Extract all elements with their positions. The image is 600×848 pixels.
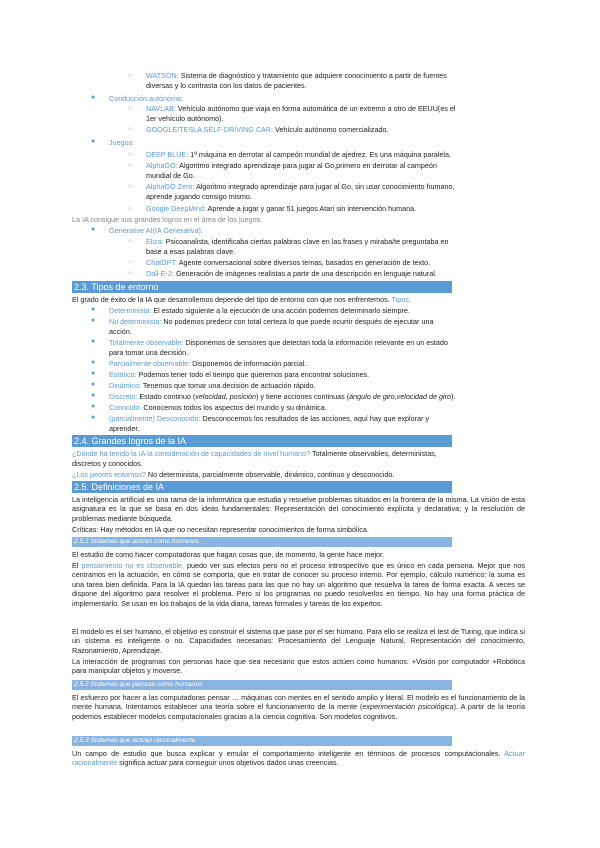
- la-ia-consigue: La IA consigue sus grandes logros en el área de los juegos.: [72, 215, 263, 224]
- circle-bullet-icon: ○: [128, 183, 132, 190]
- logros-question-1: ¿Dónde ha tenido la IA la consideración de capacidades de nivel humano? Totalmente observables, deterministas,: [72, 449, 437, 458]
- grado-exito-line: El grado de éxito de la IA que desarrollemos depende del tipo de entorno con que nos enfrentemos. Tipos:: [72, 295, 411, 304]
- bullet-icon: ●: [91, 359, 96, 366]
- s3-paragraph-1: Un campo de estudio que busca explicar y emular el comportamiento inteligente en términos de procesos computacionales. Actuar racionalmente significa actuar para conseguir unos objetivos dados unas creencias.: [72, 749, 525, 768]
- bullet-icon: ●: [91, 138, 96, 145]
- google-tesla-line: GOOGLE/TESLA SELF-DRIVING CAR: Vehículo autónomo comercializado.: [146, 125, 389, 134]
- deepblue-line: DEEP BLUE: 1ª máquina en derrotar al campeón mundial de ajedrez. Es una máquina paralela.: [146, 150, 451, 159]
- bullet-icon: ●: [91, 370, 96, 377]
- eliza-line-2: base a esas palabras clave.: [146, 247, 236, 256]
- conduccion-heading: Conducción autónoma:: [109, 94, 183, 103]
- circle-bullet-icon: ○: [128, 105, 132, 112]
- subsection-header-253: 2.5.3 Sistemas que actúan racionalmente: [72, 736, 452, 746]
- alphagozero-line-2: aprende jugando consigo mismo.: [146, 192, 252, 201]
- circle-bullet-icon: ○: [128, 259, 132, 266]
- eliza-line: Eliza: Psicoanalista, identificaba ciertas palabras clave en las frases y miraba/te preguntaba en: [146, 237, 449, 246]
- conocido-item: Conocido: Conocemos todos los aspectos del mundo y su dinámica.: [109, 403, 327, 412]
- bullet-icon: ●: [91, 317, 96, 324]
- section-header-definiciones: 2.5. Definiciones de IA: [72, 481, 452, 493]
- desconocido-item: (parcialmente) Desconocido: Desconocemos los resultados de las acciones, aquí hay que explorar y: [109, 414, 430, 423]
- watson-line-2: diversas y lo contrasta con los datos de pacientes.: [146, 81, 307, 90]
- desconocido-item-2: aprender.: [109, 424, 140, 433]
- deepmind-line: Google DeepMind: Aprende a jugar y ganar 51 juegos Atari sin intervención humana.: [146, 204, 417, 213]
- circle-bullet-icon: ○: [128, 270, 132, 277]
- bullet-icon: ●: [91, 392, 96, 399]
- totalmente-observable-item-2: para tomar una decisión.: [109, 348, 189, 357]
- logros-question-2: ¿Los peores entornos? No determinista, parcialmente observable, dinámico, continuo y desconocido.: [72, 470, 395, 479]
- bullet-icon: ●: [91, 403, 96, 410]
- discreto-item: Discreto: Estado continuo (velocidad, posición) y tiene acciones continuas (ángulo de giro,velocidad de giro).: [109, 392, 456, 401]
- determinista-item: Determinista: El estado siguiente a la ejecución de una acción podemos determinarlo siempre.: [109, 306, 410, 315]
- chatgpt-line: ChatGPT: Agente conversacional sobre diversos temas, basados en generación de texto.: [146, 258, 431, 267]
- totalmente-observable-item: Totalmente observable: Disponemos de sensores que detectan toda la información relevante en un estado: [109, 338, 448, 347]
- s1-paragraph-1: El estudio de como hacer computadoras que hagan cosas que, de momento, la gente hace mejor.: [72, 550, 385, 559]
- circle-bullet-icon: ○: [128, 72, 132, 79]
- bullet-icon: ●: [91, 226, 96, 233]
- circle-bullet-icon: ○: [128, 126, 132, 133]
- circle-bullet-icon: ○: [128, 205, 132, 212]
- subsection-header-252: 2.5.2 Sistemas que piensan como humanos: [72, 680, 452, 690]
- alphago-line-2: mundial de Go.: [146, 171, 195, 180]
- watson-line: WATSON: Sistema de diagnóstico y tratamiento que adquiere conocimiento a partir de fuentes: [146, 71, 447, 80]
- bullet-icon: ●: [91, 94, 96, 101]
- circle-bullet-icon: ○: [128, 162, 132, 169]
- section-header-logros: 2.4. Grandes logros de la IA: [72, 435, 452, 447]
- navlab-line-2: 1er vehículo autónomo).: [146, 114, 224, 123]
- estatico-item: Estático: Podemos tener todo el tiempo que queremos para encontrar soluciones.: [109, 370, 370, 379]
- s1-paragraph-4: La interacción de programas con personas hace que sea necesario que estos actúen como humanos: +Visión por computador +Robótica para manipular objetos y moverse.: [72, 657, 525, 676]
- circle-bullet-icon: ○: [128, 151, 132, 158]
- s2-paragraph-1: El esfuerzo por hacer a las computadoras pensar … máquinas con mentes en el sentido amplio y literal. El modelo es el funcionamiento de la mente humana. Intentamos establecer una teoría sobre el funcionamiento de la mente (experimentación psicológica). A partir de la teoría podemos establecer modelos computacionales gracias a la ciencia cognitiva. Son modelos cognitivos.: [72, 693, 526, 721]
- section-header-tipos: 2.3. Tipos de entorno: [72, 281, 452, 293]
- bullet-icon: ●: [91, 414, 96, 421]
- alphago-line: AlphaGO: Algoritmo integrado aprendizaje para jugar al Go,primero en derrotar al campeón: [146, 161, 437, 170]
- dinamico-item: Dinámico: Tenemos que tomar una decisión de actuación rápido.: [109, 381, 316, 390]
- dalle-line: Dall-E-2: Generación de imágenes realistas a partir de una descripción en lenguaje natural.: [146, 269, 437, 278]
- generative-heading: Generative AI(IA Generativa):: [109, 226, 203, 235]
- logros-answer-1b: discretos y conocidos.: [72, 459, 143, 468]
- s1-paragraph-2: El pensamiento no es observable, puedo ver sus efectos pero no el proceso introspectivo que es único en cada persona. Mejor que nos centramos en la actuación, en cómo se comporta, que en tratar de conocer su proceso interno. Por ejemplo, cálculo numérico: la suma es una tarea bien definida. Para la IA quedan las tareas para las que no hay un algoritmo que resuelva la tarea de forma exacta. A veces se dispone del algoritmo para resolver el problema. Pero si los programas no puedo resolverlos en tiempo. No hay una forma práctica de implementarlo. Se usan en los trabajos de la vida diaria, tareas formales y tareas de los expertos.: [72, 561, 525, 608]
- bullet-icon: ●: [91, 306, 96, 313]
- bullet-icon: ●: [91, 381, 96, 388]
- no-determinista-item: No determinista: No podemos predecir con total certeza lo que puede ocurrir después de ejecutar una: [109, 317, 434, 326]
- subsection-header-251: 2.5.1 Sistemas que actúan como humanos: [72, 537, 452, 547]
- bullet-icon: ●: [91, 338, 96, 345]
- no-determinista-item-2: acción.: [109, 327, 132, 336]
- circle-bullet-icon: ○: [128, 238, 132, 245]
- parcialmente-observable-item: Parcialmente observable: Disponemos de información parcial.: [109, 359, 307, 368]
- juegos-heading: Juegos:: [109, 138, 135, 147]
- criticas-line: Críticas: Hay métodos en IA que no necesitan representar conocimientos de forma simbólica.: [72, 525, 369, 534]
- alphagozero-line: AlphaGO Zero: Algoritmo integrado aprendizaje para jugar al Go, sin usar conocimiento humano,: [146, 182, 455, 191]
- navlab-line: NAVLAB: Vehículo autónomo que viaja en forma automática de un extremo a otro de EEUU(es el: [146, 104, 456, 113]
- s1-paragraph-3: El modelo es el ser humano, el objetivo es construir el sistema que pase por el ser humano. Para ello se realiza el test de Turing, que indica si un sistema es inteligente o no. Capacidades necesarias: Procesamiento del Lenguaje Natural, Representación del conocimiento, Razonamiento, Aprendizaje.: [72, 627, 525, 655]
- definiciones-paragraph: La inteligencia artificial es una rama de la informática que estudia y resuelve problemas situados en la frontera de la misma. La visión de esta asignatura es la que se basa en dos ideas fundamentales: Representación del conocimiento explícita y declarativa; y la resolución de problemas mediante búsqueda.: [72, 495, 525, 523]
